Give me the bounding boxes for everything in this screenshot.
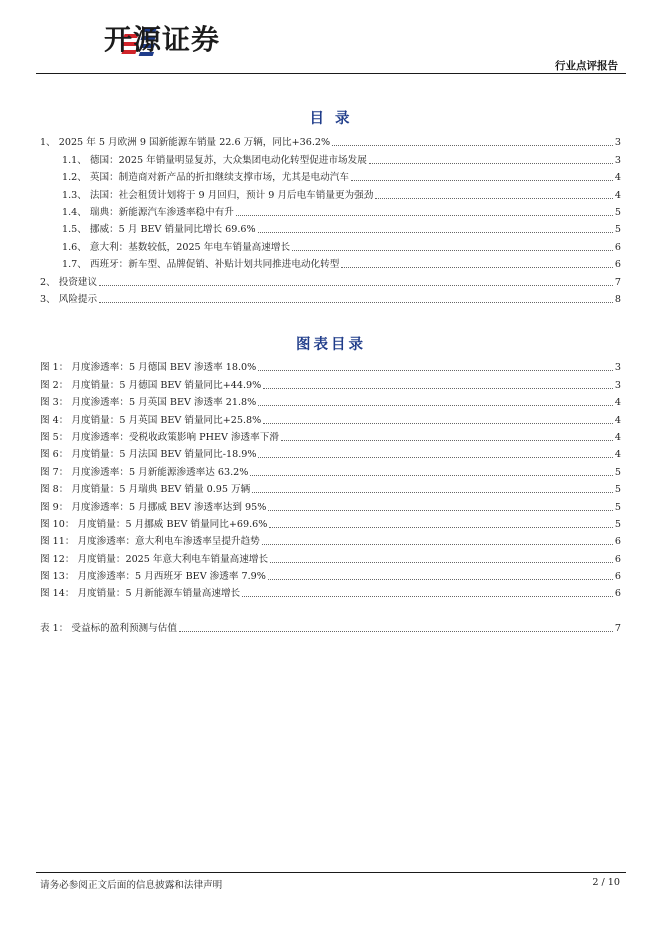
dot-leader — [99, 302, 613, 303]
figure-entry[interactable] — [40, 427, 621, 444]
toc-entry-label: 1.6、 意大利：基数较低，2025 年电车销量高速增长 — [62, 241, 291, 253]
figure-entry[interactable] — [40, 531, 621, 548]
figure-entry-label: 图 9： 月度渗透率：5 月挪威 BEV 渗透率达到 95% — [40, 501, 267, 513]
toc-entry-page: 5 — [614, 224, 621, 236]
figure-entry-label: 图 14： 月度销量：5 月新能源车销量高速增长 — [40, 588, 241, 600]
dot-leader — [332, 145, 613, 146]
toc-entry-label: 1、 2025 年 5 月欧洲 9 国新能源车销量 22.6 万辆，同比+36.2% — [40, 137, 331, 149]
figure-entry-label: 图 2： 月度销量：5 月德国 BEV 销量同比+44.9% — [40, 379, 262, 391]
toc-entry-label: 1.4、 瑞典：新能源汽车渗透率稳中有升 — [62, 206, 234, 218]
dot-leader — [179, 631, 613, 632]
toc-entry-label: 2、 投资建议 — [40, 276, 98, 288]
dot-leader — [292, 250, 613, 251]
dot-leader — [263, 423, 613, 424]
figure-entry[interactable] — [40, 548, 621, 565]
dot-leader — [263, 388, 613, 389]
toc-entry-page: 3 — [614, 154, 621, 166]
toc-entry-page: 7 — [614, 276, 621, 288]
figure-entry[interactable] — [40, 496, 621, 513]
figure-entry-label: 图 5： 月度渗透率：受税收政策影响 PHEV 渗透率下滑 — [40, 431, 279, 443]
page-number: 2 / 10 — [592, 877, 620, 888]
figure-entry[interactable] — [40, 409, 621, 426]
table-entry-label: 表 1： 受益标的盈利预测与估值 — [40, 623, 177, 635]
dot-leader — [236, 215, 613, 216]
figure-entry[interactable] — [40, 392, 621, 409]
dot-leader — [242, 596, 613, 597]
footer-divider — [36, 872, 626, 873]
toc-entry-page: 4 — [614, 172, 621, 184]
toc-entry-label: 1.5、 挪威：5 月 BEV 销量同比增长 69.6% — [62, 224, 256, 236]
toc-entry[interactable] — [40, 254, 621, 271]
toc-entry[interactable] — [40, 236, 621, 253]
footer-disclaimer: 请务必参阅正文后面的信息披露和法律声明 — [40, 880, 223, 891]
dot-leader — [258, 457, 612, 458]
dot-leader — [269, 527, 613, 528]
dot-leader — [268, 510, 613, 511]
table-entry[interactable] — [40, 618, 621, 635]
report-type-label: 行业点评报告 — [555, 60, 618, 72]
figure-entry-page: 6 — [614, 553, 621, 565]
dot-leader — [369, 163, 613, 164]
figure-entry-label: 图 11： 月度渗透率：意大利电车渗透率呈提升趋势 — [40, 536, 260, 548]
figure-entry[interactable] — [40, 566, 621, 583]
figure-list-title: 图表目录 — [296, 337, 366, 353]
figure-entry-label: 图 10： 月度销量：5 月挪威 BEV 销量同比+69.6% — [40, 518, 268, 530]
dot-leader — [341, 267, 613, 268]
figure-entry[interactable] — [40, 583, 621, 600]
toc-entry[interactable] — [40, 184, 621, 201]
figure-entry[interactable] — [40, 479, 621, 496]
dot-leader — [258, 232, 613, 233]
dot-leader — [252, 492, 613, 493]
figure-entry-page: 6 — [614, 588, 621, 600]
brand-name: 开源证券 — [104, 23, 221, 56]
dot-leader — [258, 405, 613, 406]
dot-leader — [268, 579, 613, 580]
figure-entry-label: 图 8： 月度销量：5 月瑞典 BEV 销量 0.95 万辆 — [40, 484, 251, 496]
toc-entry-label: 3、 风险提示 — [40, 293, 98, 305]
dot-leader — [99, 285, 613, 286]
dot-leader — [375, 198, 613, 199]
figure-list — [40, 357, 621, 600]
figure-entry[interactable] — [40, 514, 621, 531]
toc-entry-label: 1.7、 西班牙：新车型、品牌促销、补贴计划共同推进电动化转型 — [62, 259, 340, 271]
toc-entry-page: 6 — [614, 241, 621, 253]
toc-entry-page: 4 — [614, 189, 621, 201]
toc-entry-page: 5 — [614, 206, 621, 218]
table-entry-page: 7 — [614, 623, 621, 635]
dot-leader — [351, 180, 613, 181]
figure-entry-page: 4 — [614, 431, 621, 443]
toc-entry-page: 6 — [614, 259, 621, 271]
figure-entry-page: 4 — [614, 449, 621, 461]
figure-entry-page: 5 — [614, 466, 621, 478]
figure-entry-page: 3 — [614, 362, 621, 374]
figure-entry-page: 4 — [614, 397, 621, 409]
figure-entry-label: 图 3： 月度渗透率：5 月英国 BEV 渗透率 21.8% — [40, 397, 257, 409]
figure-entry[interactable] — [40, 357, 621, 374]
figure-entry-page: 4 — [614, 414, 621, 426]
toc-entry[interactable] — [40, 289, 621, 306]
figure-entry-page: 5 — [614, 484, 621, 496]
toc-entry[interactable] — [40, 132, 621, 149]
dot-leader — [262, 544, 613, 545]
dot-leader — [258, 370, 613, 371]
dot-leader — [270, 562, 613, 563]
toc-entry[interactable] — [40, 167, 621, 184]
table-list — [40, 618, 621, 635]
figure-entry[interactable] — [40, 444, 621, 461]
toc-list — [40, 132, 621, 306]
figure-entry-label: 图 6： 月度销量：5 月法国 BEV 销量同比-18.9% — [40, 449, 257, 461]
toc-entry-page: 3 — [614, 137, 621, 149]
figure-entry-label: 图 13： 月度渗透率：5 月西班牙 BEV 渗透率 7.9% — [40, 571, 266, 583]
toc-entry-label: 1.2、 英国：制造商对新产品的折扣继续支撑市场，尤其是电动汽车 — [62, 172, 349, 184]
figure-entry-label: 图 1： 月度渗透率：5 月德国 BEV 渗透率 18.0% — [40, 362, 257, 374]
dot-leader — [281, 440, 613, 441]
figure-entry[interactable] — [40, 374, 621, 391]
figure-entry-page: 3 — [614, 379, 621, 391]
toc-entry[interactable] — [40, 271, 621, 288]
toc-entry-label: 1.3、 法国：社会租赁计划将于 9 月回归，预计 9 月后电车销量更为强劲 — [62, 189, 374, 201]
toc-entry-page: 8 — [614, 293, 621, 305]
toc-title: 目 录 — [309, 111, 353, 127]
header-divider — [36, 73, 626, 74]
toc-entry-label: 1.1、 德国：2025 年销量明显复苏，大众集团电动化转型促进市场发展 — [62, 154, 367, 166]
dot-leader — [250, 475, 613, 476]
figure-entry-page: 5 — [614, 501, 621, 513]
toc-entry[interactable] — [40, 219, 621, 236]
figure-entry[interactable] — [40, 461, 621, 478]
figure-entry-page: 6 — [614, 571, 621, 583]
toc-entry[interactable] — [40, 149, 621, 166]
figure-entry-page: 6 — [614, 536, 621, 548]
figure-entry-label: 图 12： 月度销量：2025 年意大利电车销量高速增长 — [40, 553, 269, 565]
figure-entry-page: 5 — [614, 518, 621, 530]
toc-entry[interactable] — [40, 202, 621, 219]
figure-entry-label: 图 7： 月度渗透率：5 月新能源渗透率达 63.2% — [40, 466, 249, 478]
figure-entry-label: 图 4： 月度销量：5 月英国 BEV 销量同比+25.8% — [40, 414, 262, 426]
